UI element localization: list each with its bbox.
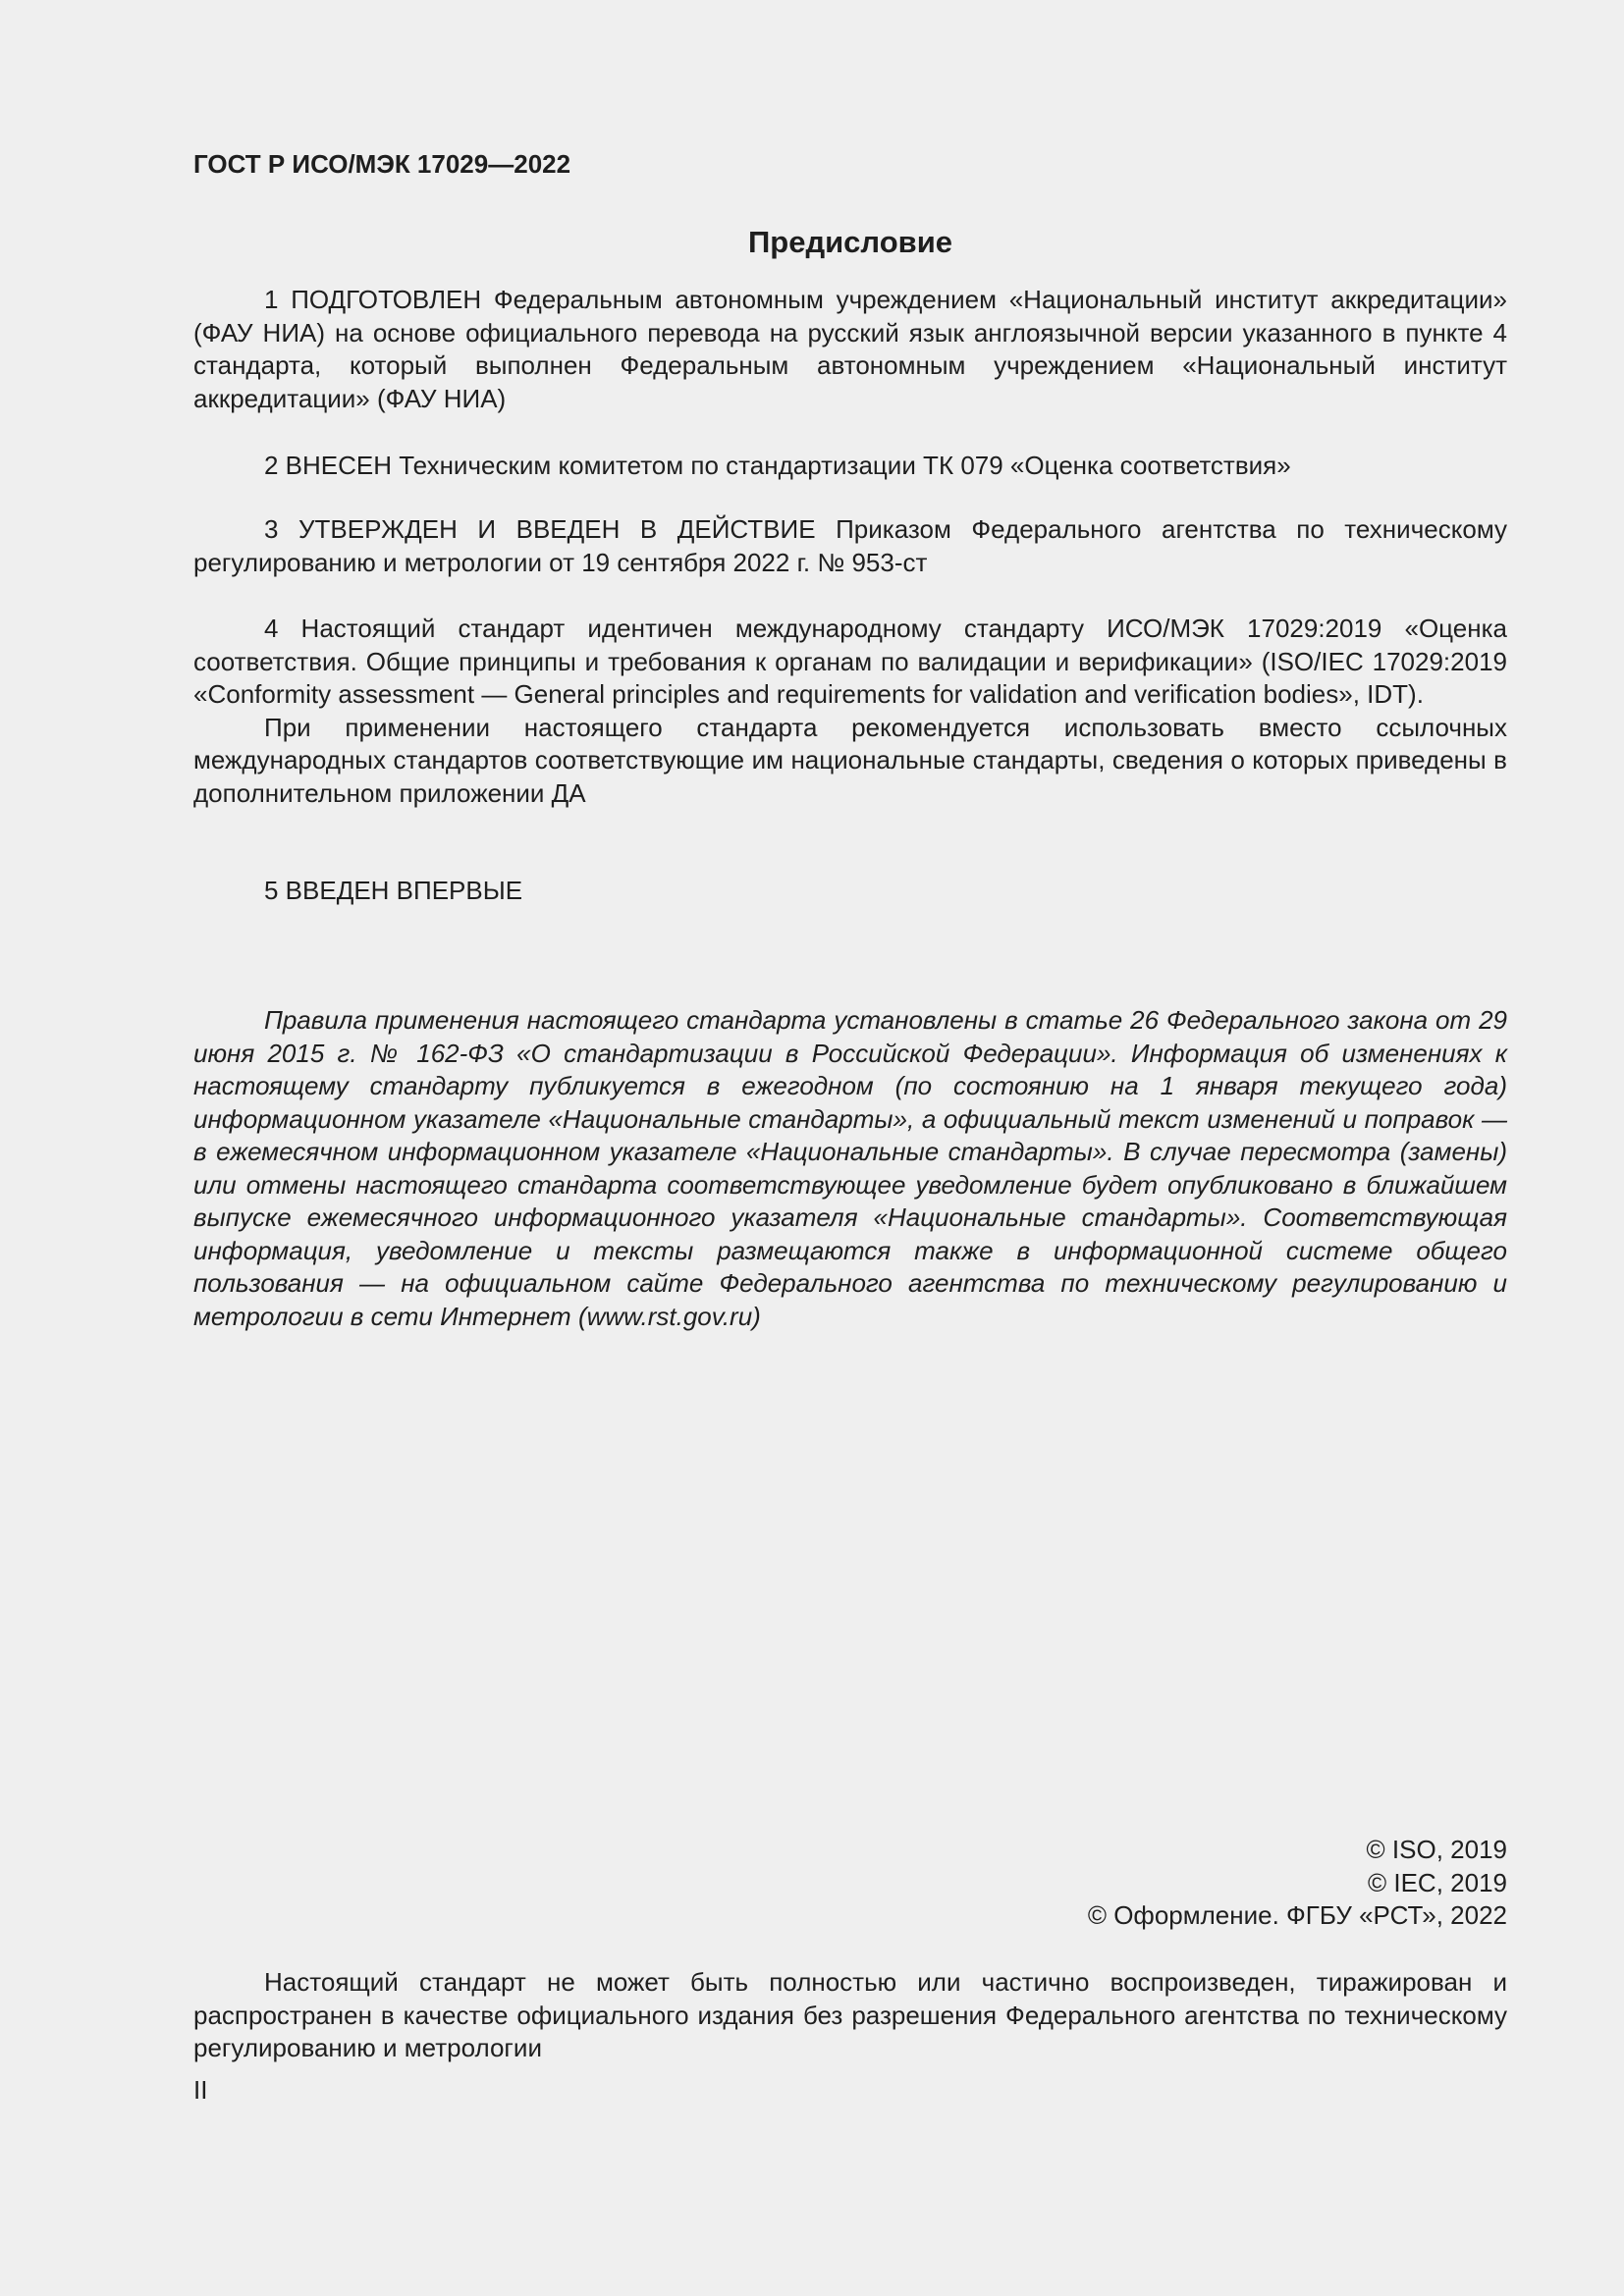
reproduction-notice-text: Настоящий стандарт не может быть полностью или частично воспроизведен, тиражирован и распространен в качестве официального издания без разрешения Федерального агентства по техническому регулированию и метрологии: [193, 1967, 1507, 2062]
foreword-item-4-note: При применении настоящего стандарта рекомендуется использовать вместо ссылочных международных стандартов соответствующие им национальные стандарты, сведения о которых приведены в дополнительном приложении ДА: [193, 712, 1507, 808]
foreword-item-1-text: 1 ПОДГОТОВЛЕН Федеральным автономным учреждением «Национальный институт аккредитации» (ФАУ НИА) на основе официального перевода на русский язык англоязычной версии указанного в пункте 4 стандарта, который выполнен Федеральным автономным учреждением «Национальный институт аккредитации» (ФАУ НИА): [193, 285, 1507, 413]
rules-notice-text: Правила применения настоящего стандарта установлены в статье 26 Федерального закона от 29 июня 2015 г. № 162-ФЗ «О стандартизации в Российской Федерации». Информация об изменениях к настоящему стандарту публикуется в ежегодном (по состоянию на 1 января текущего года) информационном указателе «Национальные стандарты», а официальный текст изменений и поправок — в ежемесячном информационном указателе «Национальные стандарты». В случае пересмотра (замены) или отмены настоящего стандарта соответствующее уведомление будет опубликовано в ближайшем выпуске ежемесячного информационного указателя «Национальные стандарты». Соответствующая информация, уведомление и тексты размещаются также в информационной системе общего пользования — на официальном сайте Федерального агентства по техническому регулированию и метрологии в сети Интернет (www.rst.gov.ru): [193, 1005, 1507, 1331]
rules-notice: [193, 1004, 1507, 1333]
copyright-iso: © ISO, 2019: [1366, 1835, 1507, 1864]
document-header: ГОСТ Р ИСО/МЭК 17029—2022: [193, 149, 571, 179]
foreword-item-3-text: 3 УТВЕРЖДЕН И ВВЕДЕН В ДЕЙСТВИЕ Приказом Федерального агентства по техническому регулированию и метрологии от 19 сентября 2022 г. № 953-ст: [193, 514, 1507, 577]
copyright-block: [193, 1834, 1507, 1933]
foreword-item-2: [193, 450, 1507, 483]
foreword-item-5: [193, 875, 1507, 908]
foreword-item-2-text: 2 ВНЕСЕН Техническим комитетом по стандартизации ТК 079 «Оценка соответствия»: [264, 451, 1291, 480]
foreword-item-4: [193, 613, 1507, 810]
copyright-iec: © IEC, 2019: [1367, 1867, 1507, 1897]
page-title: Предисловие: [747, 225, 952, 259]
page-number: II: [193, 2075, 208, 2105]
reproduction-notice: [193, 1966, 1507, 2065]
foreword-item-5-text: 5 ВВЕДЕН ВПЕРВЫЕ: [264, 876, 523, 905]
foreword-item-4-text: 4 Настоящий стандарт идентичен международному стандарту ИСО/МЭК 17029:2019 «Оценка соответствия. Общие принципы и требования к органам по валидации и верификации» (ISO/IEC 17029:2019 «Conformity assessment — General principles and requirements for validation and verification bodies», IDT).: [193, 614, 1507, 709]
foreword-item-1: [193, 284, 1507, 415]
foreword-item-3: [193, 513, 1507, 579]
copyright-design: © Оформление. ФГБУ «РСТ», 2022: [1087, 1900, 1507, 1930]
